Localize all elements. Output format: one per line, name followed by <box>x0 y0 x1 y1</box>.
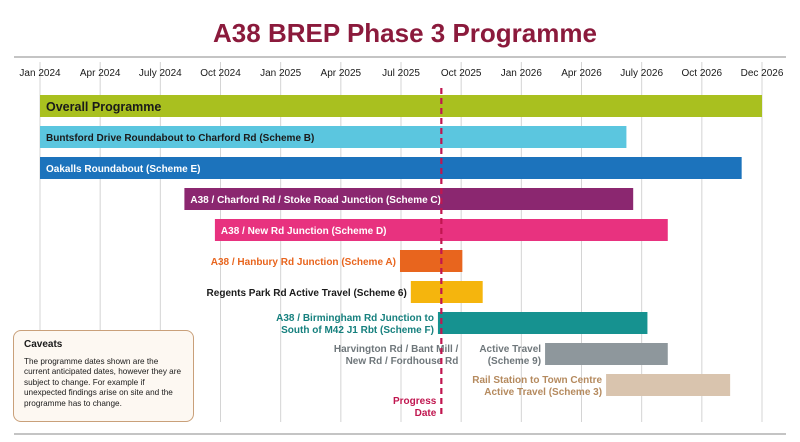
tick-label: Oct 2026 <box>681 68 723 79</box>
task-label-overall: Overall Programme <box>46 100 162 114</box>
task-label-scheme-3: Active Travel (Scheme 3) <box>484 387 603 398</box>
caveats-text: The programme dates shown are the current anticipated dates, however they are subject to change. For example if unexpected findings arise on site and the programme has to change. <box>24 357 182 408</box>
caveats-title: Caveats <box>24 339 63 350</box>
tick-label: Apr 2025 <box>320 68 362 79</box>
tick-label: Oct 2024 <box>200 68 241 79</box>
task-bar-scheme-6 <box>411 281 483 303</box>
task-label-scheme-d: A38 / New Rd Junction (Scheme D) <box>220 226 387 237</box>
tick-label: Jul 2025 <box>382 68 420 79</box>
annotation-scheme-9-location: Harvington Rd / Bant Mill / <box>333 344 459 355</box>
chart-title: A38 BREP Phase 3 Programme <box>213 18 597 48</box>
axis-tick-labels <box>19 68 783 79</box>
task-label-scheme-f: A38 / Birmingham Rd Junction to <box>276 313 434 324</box>
tick-label: Jan 2025 <box>260 68 302 79</box>
tick-label: Jan 2026 <box>500 68 542 79</box>
task-label-scheme-c: A38 / Charford Rd / Stoke Road Junction (Scheme C) <box>190 195 441 206</box>
annotation-scheme-9-location: New Rd / Fordhouse Rd <box>345 356 459 367</box>
progress-date-label: Date <box>414 408 437 419</box>
task-bar-scheme-f <box>438 312 647 334</box>
task-bar-scheme-a <box>400 250 462 272</box>
task-label-scheme-e: Oakalls Roundabout (Scheme E) <box>46 164 201 175</box>
task-label-scheme-9: (Scheme 9) <box>487 356 542 367</box>
tick-label: Apr 2024 <box>79 68 121 79</box>
task-label-scheme-a: A38 / Hanbury Rd Junction (Scheme A) <box>210 257 396 268</box>
task-bar-scheme-3 <box>606 374 730 396</box>
tick-label: July 2024 <box>138 68 182 79</box>
task-label-scheme-f: South of M42 J1 Rbt (Scheme F) <box>281 325 434 336</box>
task-label-scheme-6: Regents Park Rd Active Travel (Scheme 6) <box>206 288 407 299</box>
tick-label: Dec 2026 <box>740 68 784 79</box>
task-label-scheme-3: Rail Station to Town Centre <box>472 375 603 386</box>
task-label-scheme-b: Buntsford Drive Roundabout to Charford Rd (Scheme B) <box>46 133 315 144</box>
task-label-scheme-9: Active Travel <box>479 344 542 355</box>
task-bar-scheme-9 <box>545 343 668 365</box>
caveats-box <box>13 330 194 422</box>
tick-label: July 2026 <box>620 68 664 79</box>
tick-label: Jan 2024 <box>19 68 61 79</box>
progress-date-label: Progress <box>392 396 437 407</box>
tick-label: Oct 2025 <box>440 68 482 79</box>
tick-label: Apr 2026 <box>561 68 602 79</box>
